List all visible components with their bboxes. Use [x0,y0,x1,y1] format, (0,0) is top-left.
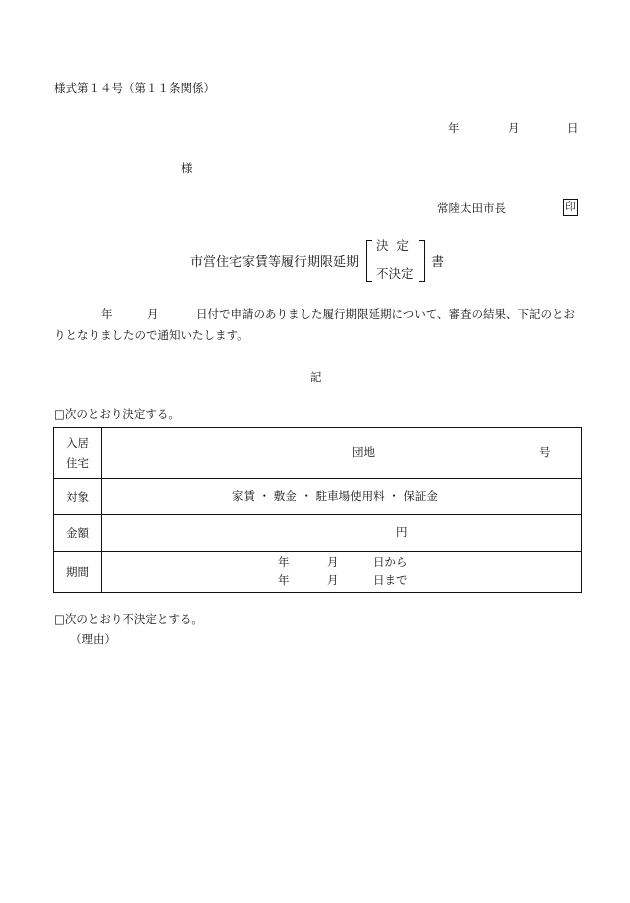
document-title: 市営住宅家賃等履行期限延期 [190,255,360,270]
resident-label [54,428,102,479]
period-to-day: 日まで [373,573,408,587]
date-year: 年 [448,121,460,135]
period-from-month: 月 [327,555,339,569]
resident-value[interactable] [102,428,582,479]
table-row-amount [54,515,582,552]
detail-table [53,427,582,593]
target-label: 対象 [54,479,102,515]
resident-number: 号 [539,445,551,459]
body-line-2: りとなりましたので通知いたします。 [54,328,249,342]
resident-complex: 団地 [352,445,375,459]
period-label: 期間 [54,552,102,593]
table-row-resident [54,428,582,479]
ki-heading: 記 [310,370,322,384]
amount-unit: 円 [396,525,408,539]
period-value-cell[interactable] [102,552,582,593]
issuer-name: 常陸太田市長 [437,201,506,215]
period-from-year: 年 [278,555,290,569]
target-value: 家賃 ・ 敷金 ・ 駐車場使用料 ・ 保証金 [232,489,438,503]
title-suffix: 書 [431,255,445,270]
resident-label-line1: 入居 [66,436,89,450]
title-option-not-decided: 不決定 [376,266,414,281]
date-day: 日 [567,121,579,135]
table-row-target [54,479,582,515]
amount-label: 金額 [54,515,102,552]
body-month: 月 [147,307,159,321]
addressee-suffix: 様 [181,161,193,175]
resident-label-line2: 住宅 [66,456,89,470]
form-number: 様式第１４号（第１１条関係） [54,81,215,95]
title-option-decided: 決定 [376,238,418,253]
period-to-month: 月 [327,573,339,587]
body-year: 年 [101,307,113,321]
body-text-rest: 日付で申請のありました履行期限延期について、審査の結果、下記のとお [196,307,576,321]
table-row-period [54,552,582,593]
date-month: 月 [508,121,520,135]
period-to-year: 年 [278,573,290,587]
reason-label: （理由） [70,632,116,646]
option-decide-checkbox[interactable]: □次のとおり決定する。 [54,407,180,421]
bracket-left [366,240,372,282]
bracket-right [419,240,425,282]
amount-value-cell[interactable] [102,515,582,552]
seal-mark: 印 [563,199,578,216]
period-from-day: 日から [373,555,408,569]
target-value-cell[interactable] [102,479,582,515]
option-not-decide-checkbox[interactable]: □次のとおり不決定とする。 [54,612,203,626]
